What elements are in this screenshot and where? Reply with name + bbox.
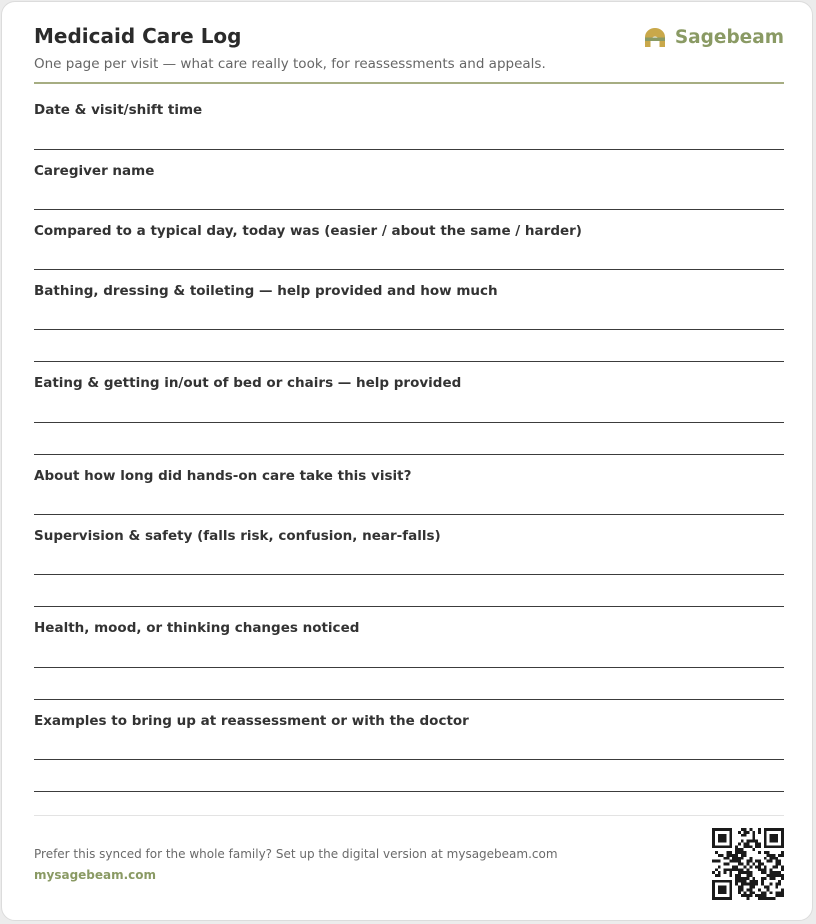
writing-line[interactable] bbox=[34, 514, 784, 515]
writing-line[interactable] bbox=[34, 329, 784, 330]
writing-line[interactable] bbox=[34, 269, 784, 270]
page-title: Medicaid Care Log bbox=[34, 24, 242, 48]
page-subtitle: One page per visit — what care really took, for reassessments and appeals. bbox=[34, 56, 546, 72]
writing-line[interactable] bbox=[34, 149, 784, 150]
footer-promo-text: Prefer this synced for the whole family? Set up the digital version at mysagebeam.com bbox=[34, 847, 558, 861]
writing-line[interactable] bbox=[34, 574, 784, 575]
header-divider bbox=[34, 82, 784, 84]
field-label: Bathing, dressing & toileting — help provided and how much bbox=[34, 283, 498, 299]
writing-line[interactable] bbox=[34, 209, 784, 210]
writing-line[interactable] bbox=[34, 667, 784, 668]
writing-line[interactable] bbox=[34, 759, 784, 760]
qr-code-icon[interactable] bbox=[712, 828, 784, 900]
field-label: Date & visit/shift time bbox=[34, 102, 203, 118]
footer-divider bbox=[34, 815, 784, 816]
field-label: Supervision & safety (falls risk, confusion, near-falls) bbox=[34, 528, 441, 544]
field-label: Caregiver name bbox=[34, 163, 155, 179]
writing-line[interactable] bbox=[34, 422, 784, 423]
brand-name: Sagebeam bbox=[674, 26, 784, 48]
field-label: Compared to a typical day, today was (easier / about the same / harder) bbox=[34, 223, 582, 239]
care-log-page bbox=[1, 1, 813, 921]
arch-logo-icon bbox=[643, 26, 667, 48]
writing-line[interactable] bbox=[34, 791, 784, 792]
writing-line[interactable] bbox=[34, 361, 784, 362]
footer-website-link[interactable]: mysagebeam.com bbox=[34, 868, 157, 882]
field-label: About how long did hands-on care take this visit? bbox=[34, 468, 412, 484]
writing-line[interactable] bbox=[34, 699, 784, 700]
writing-line[interactable] bbox=[34, 606, 784, 607]
field-label: Eating & getting in/out of bed or chairs — help provided bbox=[34, 375, 462, 391]
field-label: Health, mood, or thinking changes noticed bbox=[34, 620, 360, 636]
brand-logo bbox=[643, 26, 784, 48]
writing-line[interactable] bbox=[34, 454, 784, 455]
field-label: Examples to bring up at reassessment or with the doctor bbox=[34, 713, 469, 729]
